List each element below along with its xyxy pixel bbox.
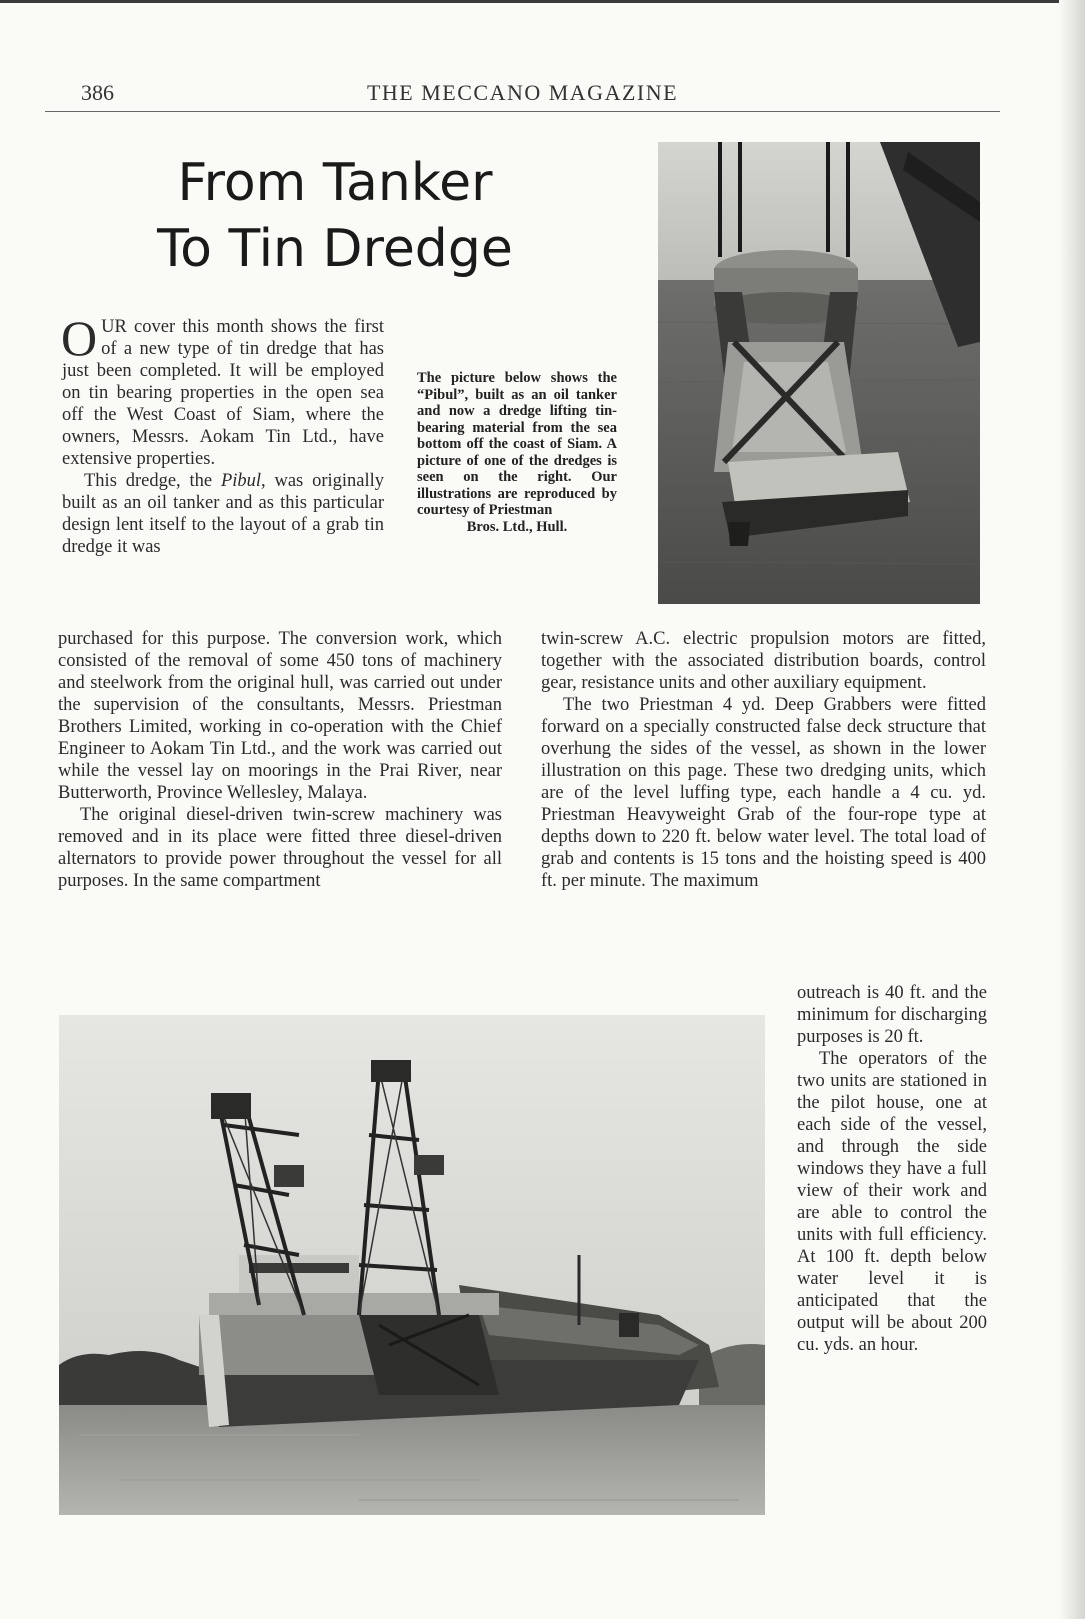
drop-cap: O — [61, 310, 98, 366]
column-2 — [541, 628, 986, 892]
column-2-narrow — [797, 982, 987, 1356]
headline-line-1: From Tanker — [177, 153, 493, 213]
dredge-photo — [59, 1015, 765, 1515]
caption-text: The picture below shows the “Pibul”, built as an oil tanker and now a dredge lifting tin-bearing material from the sea bottom off the coast of Siam. A picture of one of the dredges is seen on the right. Our illustrations are reproduced by courtesy of Priestman — [417, 370, 617, 518]
paragraph-pibul — [62, 470, 384, 558]
caption-credit: Bros. Ltd., Hull. — [466, 518, 568, 535]
pibul-text-mid: , was originally built as an oil tanker and as this particular design lent itself to the layout of a grab tin dredge it was — [62, 471, 385, 557]
photo-caption — [417, 370, 617, 535]
pibul-text-start: This dredge, the — [84, 471, 221, 491]
paragraph-grabbers: The two Priestman 4 yd. Deep Grabbers were fitted forward on a specially constructed false deck structure that overhung the sides of the vessel, as shown in the lower illustration on this page. These two dredging units, which are of the level luffing type, each handle a 4 cu. yd. Priestman Heavyweight Grab of the four-rope type at depths down to 220 ft. below water level. The total load of grab and contents is 15 tons and the hoisting speed is 400 ft. per minute. The maximum — [541, 695, 986, 891]
paragraph-conversion: purchased for this purpose. The conversion work, which consisted of the removal of some 450 tons of machinery and steelwork from the original hull, was carried out under the supervision of the consultants, Messrs. Priestman Brothers Limited, working in co-operation with the Chief Engineer to Aokam Tin Ltd., and the work was carried out while the vessel lay on moorings in the Prai River, near Butterworth, Province Wellesley, Malaya. — [58, 629, 502, 803]
grab-photo-image — [658, 142, 980, 604]
grab-photo — [658, 142, 980, 604]
page-header — [45, 80, 1000, 108]
dredge-photo-image — [59, 1015, 765, 1515]
page-right-edge — [1059, 0, 1085, 1619]
article-headline — [135, 150, 535, 282]
headline-line-2: To Tin Dredge — [157, 219, 513, 279]
paragraph-propulsion: twin-screw A.C. electric propulsion motors are fitted, together with the associated distribution boards, control gear, resistance units and other auxiliary equipment. — [541, 629, 986, 693]
magazine-title: THE MECCANO MAGAZINE — [366, 80, 679, 105]
paragraph-outreach: outreach is 40 ft. and the minimum for discharging purposes is 20 ft. — [797, 983, 987, 1047]
paragraph-operators: The operators of the two units are stationed in the pilot house, one at each side of the vessel, and through the side windows they have a full view of their work and are able to control the units with full efficiency. At 100 ft. depth below water level it is anticipated that the output will be about 200 cu. yds. an hour. — [797, 1049, 987, 1355]
column-1-bottom — [58, 628, 502, 892]
page-number: 386 — [81, 80, 114, 105]
column-1-top — [61, 310, 385, 558]
page-top-edge — [0, 0, 1085, 3]
ship-name: Pibul — [220, 471, 262, 491]
paragraph-machinery: The original diesel-driven twin-screw machinery was removed and in its place were fitted three diesel-driven alternators to provide power throughout the vessel for all purposes. In the same compartment — [58, 805, 502, 891]
header-rule — [45, 111, 1000, 112]
paragraph-intro — [61, 310, 384, 470]
intro-text: UR cover this month shows the first of a new type of tin dredge that has just been completed. It will be employed on tin bearing properties in the open sea off the West Coast of Siam, where the owners, Messrs. Aokam Tin Ltd., have extensive properties. — [62, 317, 384, 469]
